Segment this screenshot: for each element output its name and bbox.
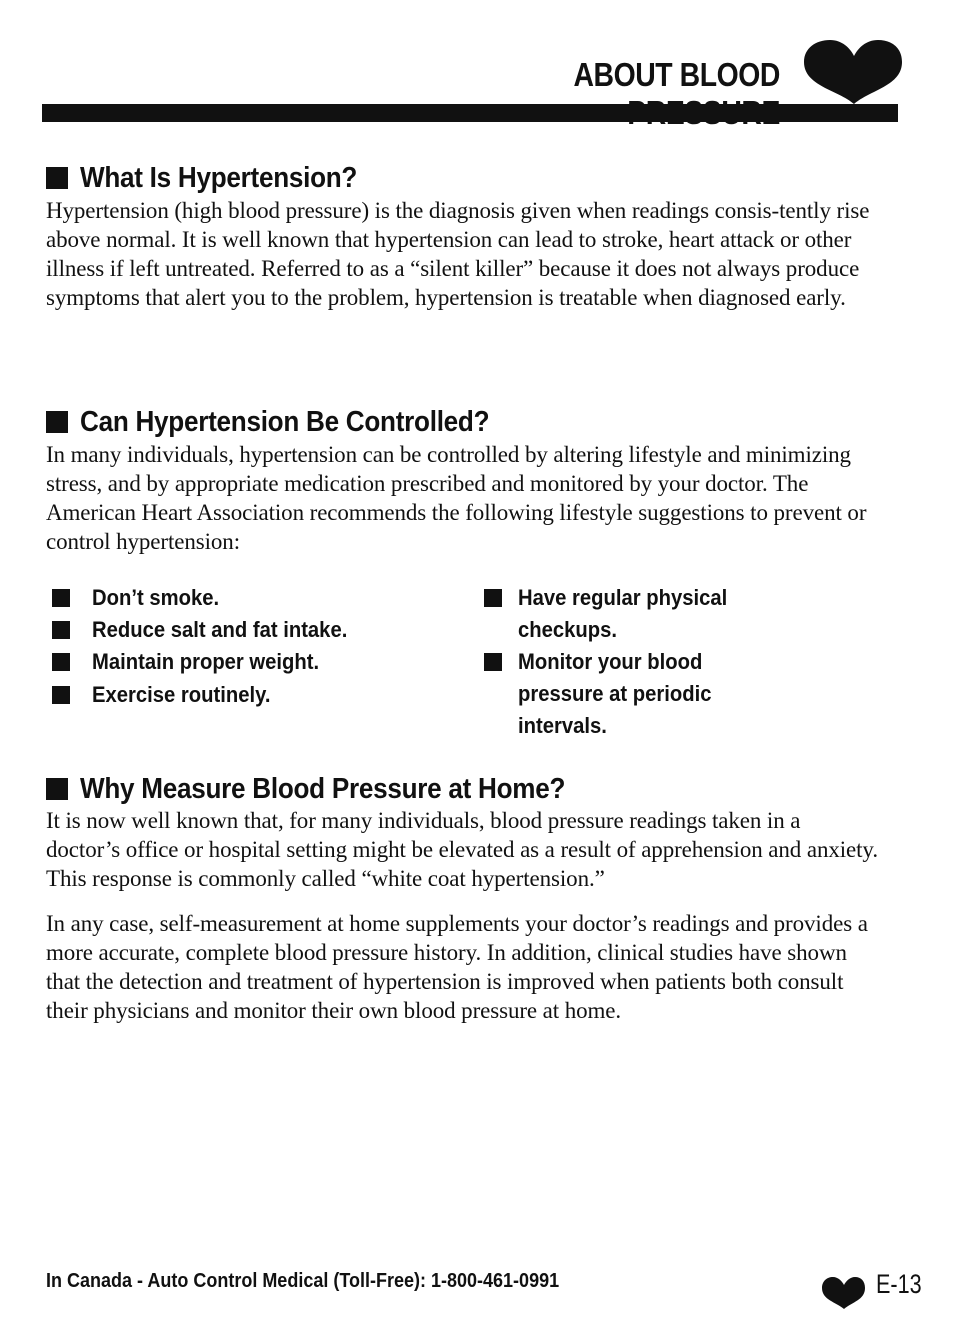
list-item: [52, 614, 370, 646]
list-item-text: Monitor your blood pressure at periodic intervals.: [518, 649, 712, 738]
square-bullet-icon: [484, 653, 502, 671]
square-bullet-icon: [46, 778, 68, 800]
square-bullet-icon: [46, 411, 68, 433]
page-number: E-13: [876, 1269, 922, 1299]
square-bullet-icon: [52, 589, 70, 607]
section-heading-text: Why Measure Blood Pressure at Home?: [80, 772, 566, 805]
paragraph: Hypertension (high blood pressure) is the diagnosis given when readings consis-tently rise above normal. It is well known that hypertension can lead to stroke, heart attack or other illness if left untreated. Referred to as a “silent killer” because it does not always produce symptoms that alert you to the problem, hypertension is treatable when diagnosed early.: [46, 198, 870, 310]
square-bullet-icon: [52, 621, 70, 639]
square-bullet-icon: [484, 589, 502, 607]
heart-icon: [820, 1276, 866, 1310]
section-heading-why-measure-at-home: [46, 771, 619, 807]
list-item: [52, 582, 230, 614]
list-item-text: Maintain proper weight.: [92, 649, 320, 674]
paragraph: It is now well known that, for many individuals, blood pressure readings taken in a doctor’s office or hospital setting might be elevated as a result of apprehension and anxiety. This response is commonly called “white coat hypertension.”: [46, 808, 878, 891]
list-item: [52, 646, 339, 678]
square-bullet-icon: [52, 653, 70, 671]
paragraph: In any case, self-measurement at home supplements your doctor’s readings and provides a more accurate, complete blood pressure history. In addition, clinical studies have shown that the detection and treatment of hypertension is improved when patients both consult their physicians and monitor their own blood pressure at home.: [46, 911, 868, 1023]
list-item: [484, 646, 778, 742]
heart-icon: [798, 38, 906, 106]
list-item: [484, 582, 778, 646]
square-bullet-icon: [52, 686, 70, 704]
section-heading-text: Can Hypertension Be Controlled?: [80, 405, 490, 438]
header-rule: [42, 104, 898, 122]
list-item-text: Reduce salt and fat intake.: [92, 617, 348, 642]
paragraph: In many individuals, hypertension can be controlled by altering lifestyle and minimizing stress, and by appropriate medication prescribed and monitored by your doctor. The American Heart Association recommends the following lifestyle suggestions to prevent or control hypertension:: [46, 442, 867, 554]
footer-contact: In Canada - Auto Control Medical (Toll-Free): 1-800-461-0991: [46, 1270, 560, 1292]
list-item-text: Have regular physical checkups.: [518, 585, 728, 642]
list-item-text: Exercise routinely.: [92, 682, 271, 707]
section-heading-text: What Is Hypertension?: [80, 161, 358, 194]
page-title: ABOUT BLOOD: [573, 56, 780, 93]
list-item-text: Don’t smoke.: [92, 585, 220, 610]
section-heading-can-hypertension-be-controlled: [46, 404, 535, 440]
square-bullet-icon: [46, 167, 68, 189]
section-heading-what-is-hypertension: [46, 160, 388, 196]
list-item: [52, 679, 286, 711]
